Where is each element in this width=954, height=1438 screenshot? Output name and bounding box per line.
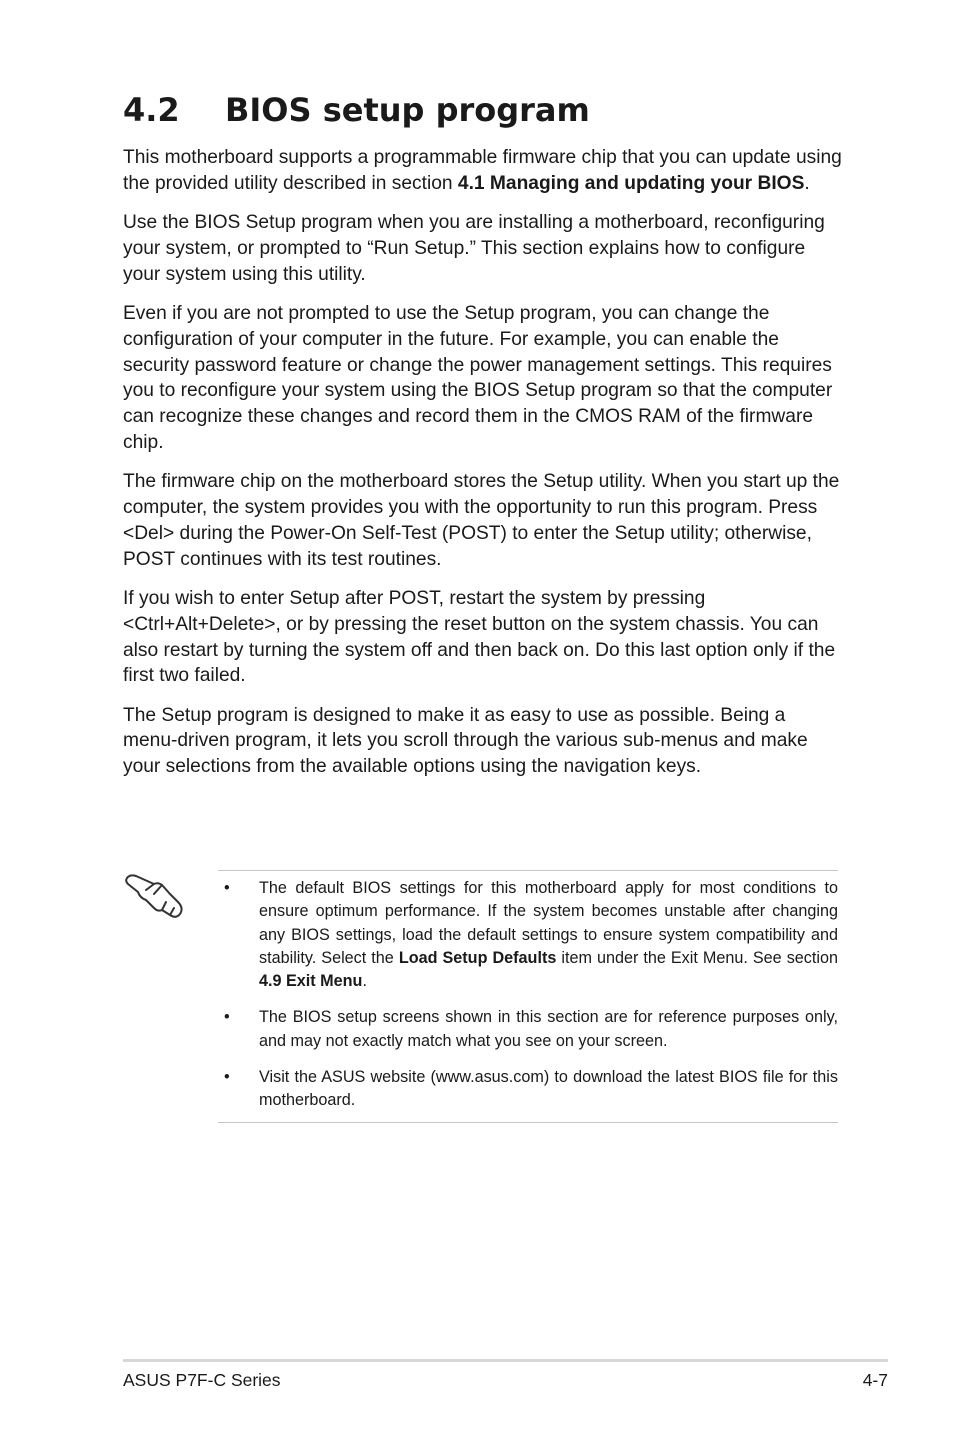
bullet: • (224, 1008, 230, 1027)
body-text (123, 145, 843, 794)
note-item: • The default BIOS settings for this motherboard apply for most conditions to ensure optimum performance. If the system becomes unstable after changing any BIOS settings, load the default settings to ensure system compatibility and stability. Select the Load Setup Defaults item under the Exit Menu. See section 4.9 Exit Menu. (224, 879, 838, 991)
exit-menu-reference: 4.9 Exit Menu (259, 972, 363, 991)
paragraph-6: The Setup program is designed to make it as easy to use as possible. Being a menu-driven program, it lets you scroll through the various sub-menus and make your selections from the available options using the navigation keys. (123, 704, 808, 778)
footer-divider (123, 1359, 888, 1362)
section-number: 4.2 (123, 91, 180, 129)
note-item: • Visit the ASUS website (www.asus.com) to download the latest BIOS file for this motherboard. (224, 1068, 838, 1110)
bullet: • (224, 879, 230, 897)
paragraph-3: Even if you are not prompted to use the Setup program, you can change the configuration of your computer in the future. For example, you can enable the security password feature or change the power management settings. This requires you to reconfigure your system using the BIOS Setup program so that the computer can recognize these changes and record them in the CMOS RAM of the firmware chip. (123, 302, 833, 453)
paragraph-2: Use the BIOS Setup program when you are installing a motherboard, reconfiguring your system, or prompted to “Run Setup.” This section explains how to configure your system using this utility. (123, 212, 825, 285)
paragraph-4: The firmware chip on the motherboard stores the Setup utility. When you start up the computer, the system provides you with the opportunity to run this program. Press <Del> during the Power-On Self-Test (POST) to enter the Setup utility; otherwise, POST continues with its test routines. (123, 471, 840, 570)
note-divider-bottom (218, 1122, 838, 1123)
bullet: • (224, 1068, 230, 1087)
paragraph-1: This motherboard supports a programmable firmware chip that you can update using the provided utility described in section 4.1 Managing and updating your BIOS. (123, 147, 842, 194)
section-title: BIOS setup program (225, 91, 590, 129)
note-item: • The BIOS setup screens shown in this section are for reference purposes only, and may not exactly match what you see on your screen. (224, 1008, 838, 1050)
pointing-hand-icon (124, 868, 186, 920)
page-number: 4-7 (862, 1370, 888, 1390)
note-list (222, 877, 838, 1126)
section-heading (123, 88, 590, 132)
load-setup-defaults-term: Load Setup Defaults (398, 948, 557, 967)
paragraph-5: If you wish to enter Setup after POST, restart the system by pressing <Ctrl+Alt+Delete>, or by pressing the reset button on the system chassis. You can also restart by turning the system off and then back on. Do this last option only if the first two failed. (123, 587, 836, 687)
note-divider-top (218, 870, 838, 871)
footer-product-name: ASUS P7F-C Series (123, 1370, 281, 1390)
section-reference: 4.1 Managing and updating your BIOS (457, 172, 805, 194)
